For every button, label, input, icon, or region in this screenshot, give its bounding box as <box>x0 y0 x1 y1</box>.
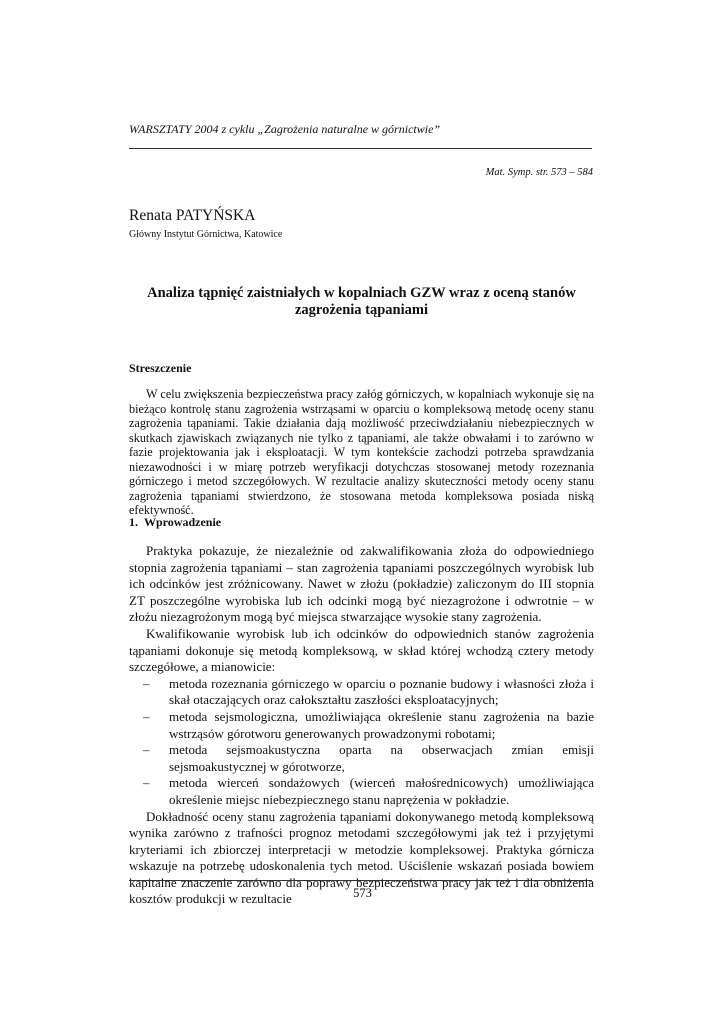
methods-list <box>129 676 594 809</box>
page-number: 573 <box>353 886 372 900</box>
list-item-text: metoda sejsmoakustyczna oparta na obserwacjach zmian emisji sejsmoakustycznej w górotworze, <box>169 742 594 774</box>
footer-rule <box>129 880 592 881</box>
dash-bullet-icon: – <box>143 742 150 758</box>
abstract-heading: Streszczenie <box>129 361 192 375</box>
header-rule <box>129 148 592 149</box>
body-paragraph: Kwalifikowanie wyrobisk lub ich odcinków do odpowiednich stanów zagrożenia tąpaniami dokonuje się metodą kompleksową, w skład której wchodzą cztery metody szczegółowe, a mianowicie: <box>129 625 594 675</box>
abstract-text: W celu zwiększenia bezpieczeństwa pracy załóg górniczych, w kopalniach wykonuje się na bieżąco kontrolę stanu zagrożenia wstrząsami w oparciu o kompleksową metodę oceny stanu zagrożenia tąpaniami. Takie działania dają możliwość przeciwdziałaniu niebezpiecznych w skutkach zjawiskach związanych nie tylko z tąpaniami, ale także obwałami i to zarówno w fazie projektowania jak i eksploatacji. W tym kontekście zachodzi potrzeba sprawdzania niezawodności i w miarę potrzeb weryfikacji dotychczas stosowanej metody rozeznania górniczego i metod szczegółowych. W rezultacie analizy skuteczności metody oceny stanu zagrożenia tąpaniami stwierdzono, że stosowana metoda kompleksowa posiada niską efektywność. <box>129 387 594 517</box>
section-heading: 1. Wprowadzenie <box>129 515 222 529</box>
list-item <box>129 742 594 775</box>
list-item <box>129 775 594 808</box>
body-paragraph: Dokładność oceny stanu zagrożenia tąpaniami dokonywanego metodą kompleksową wynika zarówno z trafności prognoz metodami szczegółowymi jak też i przyjętymi kryteriami ich zbiorczej interpretacji w metodzie kompleksowej. Praktyka górnicza wskazuje na potrzebę udoskonalenia tych metod. Uściślenie wskazań posiada bowiem kapitalne znaczenie zarówno dla poprawy bezpieczeństwa pracy jak też i dla obniżenia kosztów produkcji w rezultacie <box>129 808 594 907</box>
dash-bullet-icon: – <box>143 775 150 791</box>
list-item-text: metoda sejsmologiczna, umożliwiająca określenie stanu zagrożenia na bazie wstrząsów górotworu generowanych prowadzonymi robotami; <box>169 708 594 741</box>
body-paragraph: Praktyka pokazuje, że niezależnie od zakwalifikowania złoża do odpowiedniego stopnia zagrożenia tąpaniami – stan zagrożenia tąpaniami poszczególnych wyrobisk lub ich odcinków jest zróżnicowany. Nawet w złożu (pokładzie) zaliczonym do III stopnia ZT poszczególne wyrobiska lub ich odcinki mogą być niezagrożone i odwrotnie – w złożu niezagrożonym mogą być miejsca stwarzające wysokie stany zagrożenia. <box>129 543 594 625</box>
running-header: WARSZTATY 2004 z cyklu „Zagrożenia naturalne w górnictwie” <box>129 122 441 136</box>
author-name: Renata PATYŃSKA <box>129 207 256 224</box>
list-item <box>129 709 594 742</box>
dash-bullet-icon: – <box>143 708 150 724</box>
section-body <box>129 543 594 908</box>
list-item <box>129 676 594 709</box>
paper-title: Analiza tąpnięć zaistniałych w kopalniach GZW wraz z oceną stanów zagrożenia tąpaniami <box>147 285 576 318</box>
list-item-text: metoda rozeznania górniczego w oparciu o poznanie budowy i własności złoża i skał otaczających oraz całokształtu zaszłości eksploatacyjnych; <box>169 675 594 708</box>
page-reference: Mat. Symp. str. 573 – 584 <box>485 167 593 178</box>
dash-bullet-icon: – <box>143 675 150 691</box>
list-item-text: metoda wierceń sondażowych (wierceń małośrednicowych) umożliwiająca określenie miejsc niebezpiecznego stanu naprężenia w pokładzie. <box>169 775 594 807</box>
author-affiliation: Główny Instytut Górnictwa, Katowice <box>129 229 283 240</box>
